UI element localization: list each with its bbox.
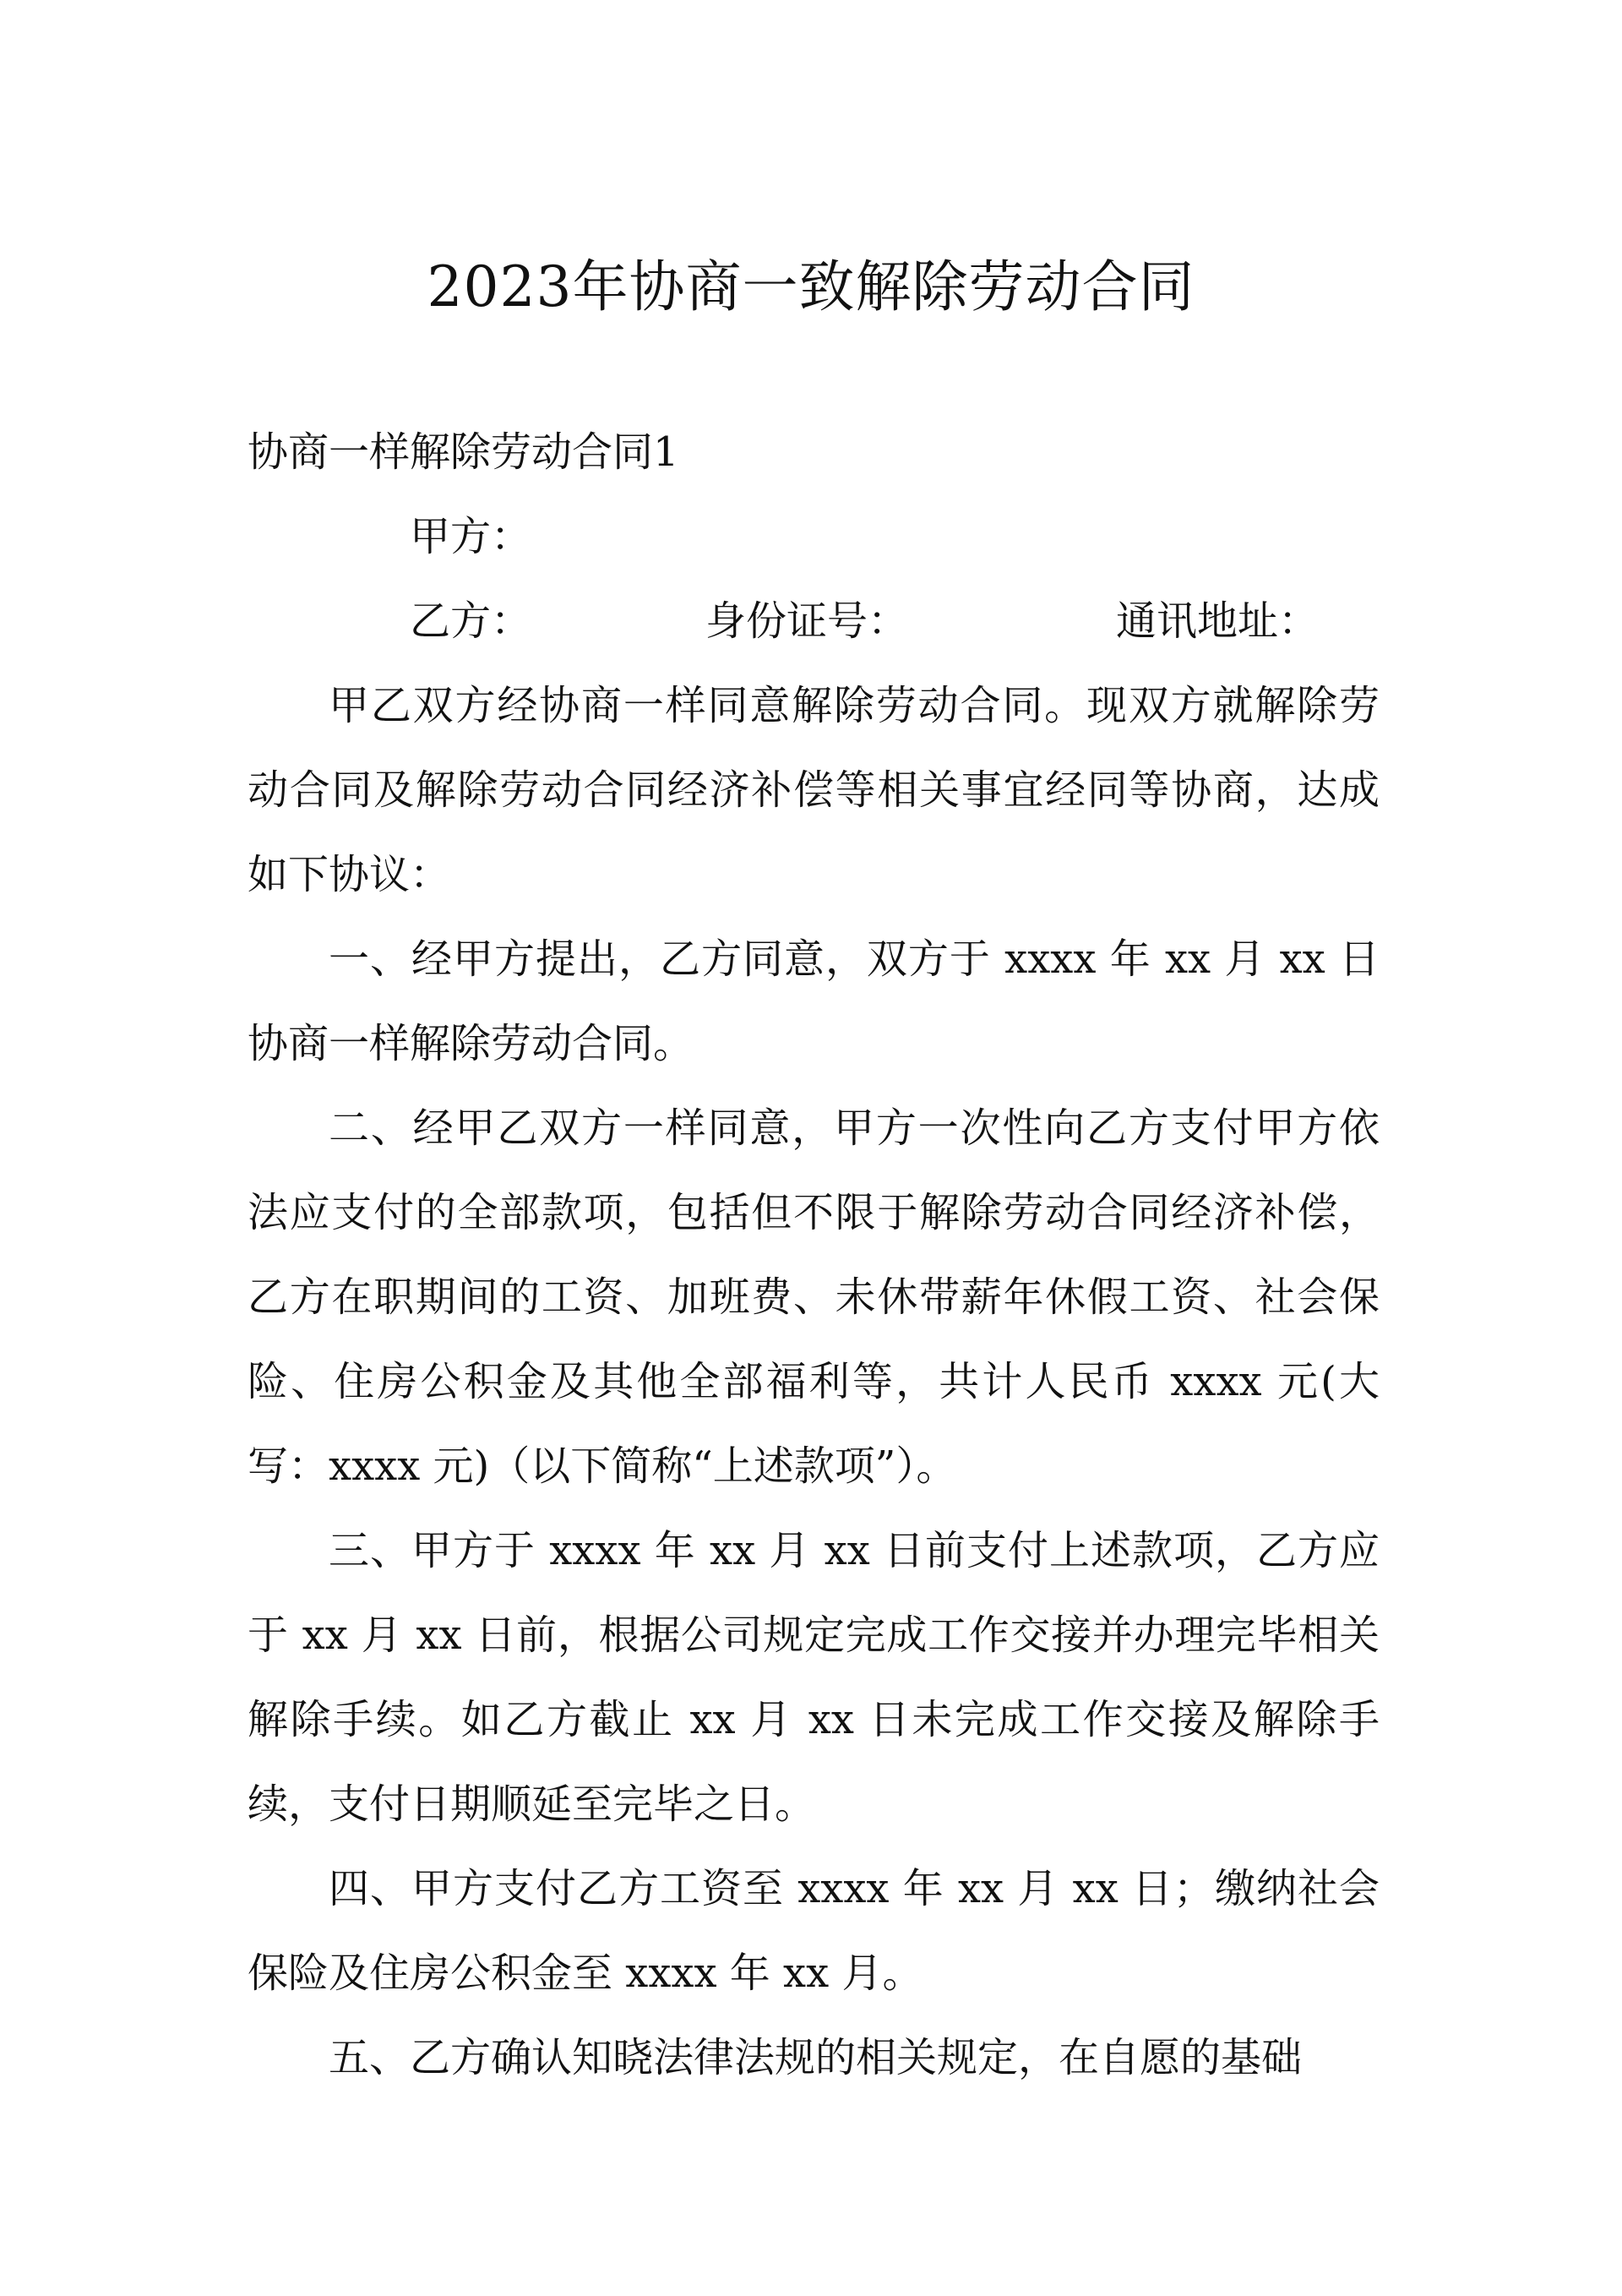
address-label: 通讯地址： [1116,597,1320,645]
party-a-label: 甲方： [410,513,532,560]
document-title: 2023年协商一致解除劳动合同 [427,254,1195,319]
party-a-line [248,494,1380,579]
clause-2: 二、经甲乙双方一样同意，甲方一次性向乙方支付甲方依法应支付的全部款项，包括但不限于解除劳动合同经济补偿，乙方在职期间的工资、加班费、未休带薪年休假工资、社会保险、住房公积金及其他全部福利等，共计人民币 xxxx 元(大写：xxxx 元)（以下简称“上述款项”）。 [248,1104,1380,1490]
id-number-label: 身份证号： [705,597,909,645]
document-body [248,410,1380,2100]
clause-1: 一、经甲方提出，乙方同意，双方于 xxxx 年 xx 月 xx 日协商一样解除劳动合同。 [248,935,1380,1067]
party-b-label: 乙方： [410,597,532,645]
party-b-line [248,579,1380,663]
paragraph-intro: 甲乙双方经协商一样同意解除劳动合同。现双方就解除劳动合同及解除劳动合同经济补偿等相关事宜经同等协商，达成如下协议： [248,682,1380,898]
clause-3: 三、甲方于 xxxx 年 xx 月 xx 日前支付上述款项，乙方应于 xx 月 xx 日前，根据公司规定完成工作交接并办理完毕相关解除手续。如乙方截止 xx 月 xx 日未完成工作交接及解除手续，支付日期顺延至完毕之日。 [248,1527,1380,1828]
clause-4: 四、甲方支付乙方工资至 xxxx 年 xx 月 xx 日；缴纳社会保险及住房公积金至 xxxx 年 xx 月。 [248,1865,1380,1997]
clause-5: 五、乙方确认知晓法律法规的相关规定，在自愿的基础 [329,2034,1303,2081]
section-subtitle: 协商一样解除劳动合同1 [248,428,679,476]
